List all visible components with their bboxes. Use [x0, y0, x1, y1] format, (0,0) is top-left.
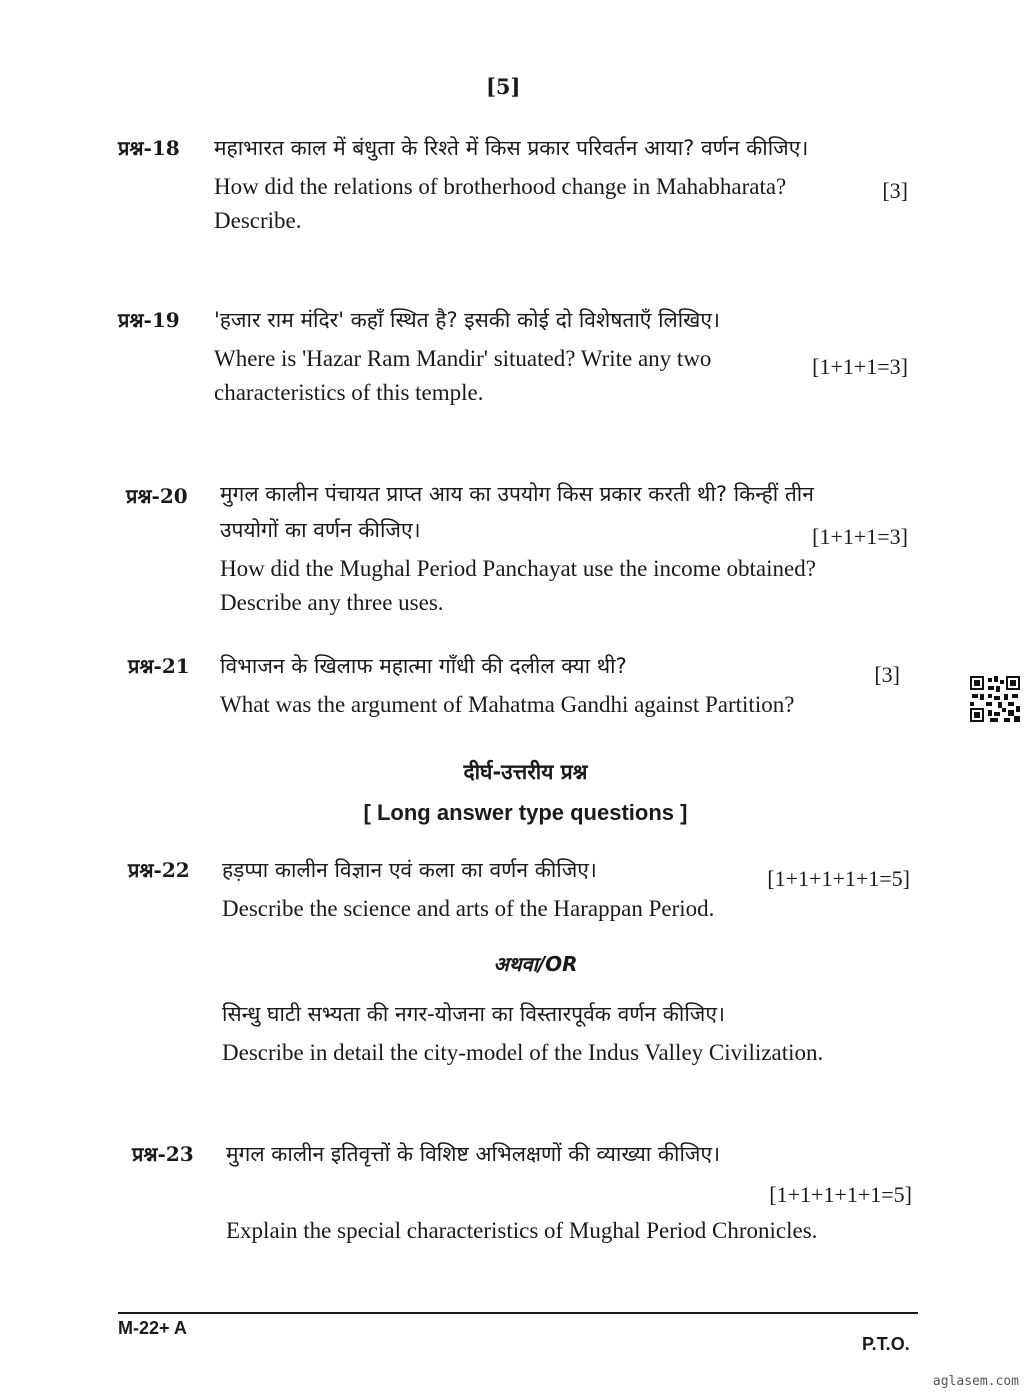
question-hindi: सिन्धु घाटी सभ्यता की नगर-योजना का विस्तारपूर्वक वर्णन कीजिए।: [222, 1002, 725, 1026]
question-18: [118, 130, 908, 238]
question-22: [118, 852, 908, 926]
question-marks: [3]: [874, 662, 900, 687]
question-english: How did the Mughal Period Panchayat use the income obtained? Describe any three uses.: [220, 556, 816, 615]
question-label: प्रश्न-18: [118, 136, 180, 160]
question-hindi: विभाजन के खिलाफ महात्मा गाँधी की दलील क्या थी?: [220, 654, 627, 678]
question-english: Where is 'Hazar Ram Mandir' situated? Write any two characteristics of this temple.: [214, 346, 712, 405]
question-marks: [3]: [882, 178, 908, 203]
question-23: [118, 1136, 912, 1248]
section-heading-english: [ Long answer type questions ]: [363, 800, 688, 825]
watermark: aglasem.com: [932, 1374, 1019, 1389]
paper-code: M-22+ A: [118, 1318, 187, 1338]
question-22-alternative: [118, 996, 908, 1070]
question-19: [118, 302, 908, 410]
footer-divider: [118, 1312, 918, 1314]
question-marks: [1+1+1=3]: [812, 524, 908, 549]
question-hindi: 'हजार राम मंदिर' कहाँ स्थित है? इसकी कोई दो विशेषताएँ लिखिए।: [214, 308, 720, 332]
question-english: What was the argument of Mahatma Gandhi against Partition?: [220, 692, 795, 717]
section-heading-hindi: दीर्घ-उत्तरीय प्रश्न: [463, 760, 588, 784]
qr-code-icon: [970, 676, 1020, 722]
question-english: Explain the special characteristics of Mughal Period Chronicles.: [226, 1218, 818, 1243]
question-hindi: हड़प्पा कालीन विज्ञान एवं कला का वर्णन कीजिए।: [222, 858, 597, 882]
question-hindi: मुगल कालीन पंचायत प्राप्त आय का उपयोग किस प्रकार करती थी? किन्हीं तीन उपयोगों का वर्णन कीजिए।: [220, 482, 814, 542]
or-divider: अथवा/OR: [493, 952, 578, 976]
question-label: प्रश्न-23: [132, 1142, 194, 1166]
question-english: Describe the science and arts of the Harappan Period.: [222, 896, 715, 921]
question-hindi: मुगल कालीन इतिवृत्तों के विशिष्ट अभिलक्षणों की व्याख्या कीजिए।: [226, 1142, 721, 1166]
question-english: Describe in detail the city-model of the Indus Valley Civilization.: [222, 1040, 824, 1065]
page-number: [5]: [486, 74, 521, 99]
question-hindi: महाभारत काल में बंधुता के रिश्ते में किस प्रकार परिवर्तन आया? वर्णन कीजिए।: [214, 136, 809, 160]
question-english: How did the relations of brotherhood change in Mahabharata? Describe.: [214, 174, 787, 233]
question-21: [118, 648, 908, 722]
question-label: प्रश्न-21: [128, 654, 190, 678]
question-label: प्रश्न-19: [118, 308, 180, 332]
question-label: प्रश्न-20: [126, 484, 188, 508]
question-marks: [1+1+1+1+1=5]: [767, 866, 910, 891]
question-marks: [1+1+1+1+1=5]: [769, 1182, 912, 1207]
question-label: प्रश्न-22: [128, 858, 190, 882]
pto-label: P.T.O.: [862, 1334, 910, 1354]
question-20: [118, 476, 908, 620]
question-marks: [1+1+1=3]: [812, 354, 908, 379]
